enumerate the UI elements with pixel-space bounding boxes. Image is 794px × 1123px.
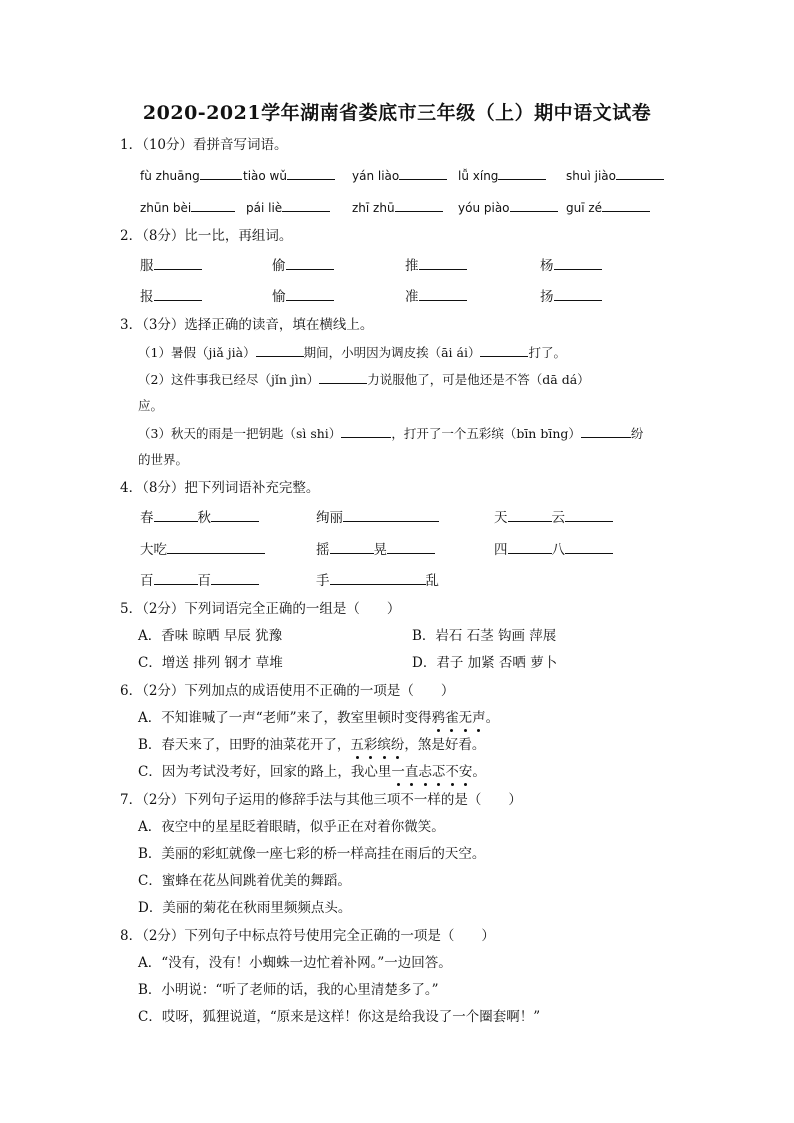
answer-blank[interactable]	[399, 166, 447, 180]
pinyin-item: zhūn bèi	[140, 198, 235, 217]
answer-blank[interactable]	[286, 256, 334, 270]
option-d[interactable]: D．美丽的菊花在秋雨里频频点头。	[138, 900, 352, 916]
q3-sentence-2-cont: 应。	[138, 398, 164, 413]
answer-blank[interactable]	[616, 166, 664, 180]
emphasis-dot-char: 五	[350, 737, 364, 753]
answer-blank[interactable]	[498, 166, 546, 180]
idiom-item: 天 云	[494, 508, 613, 527]
option-b[interactable]: B．春天来了，田野的油菜花开了，五彩缤纷，煞是好看。	[138, 737, 486, 753]
compare-item: 偷	[272, 256, 334, 275]
emphasis-dot-char: 直	[404, 764, 419, 780]
option-d[interactable]: D．君子 加紧 否哂 萝卜	[412, 655, 558, 671]
answer-blank[interactable]	[419, 287, 467, 301]
compare-item: 准	[405, 287, 467, 306]
idiom-item: 大吃	[140, 540, 265, 559]
option-c[interactable]: C．增送 排列 钢才 草堆	[138, 655, 283, 671]
emphasis-dot-char: 一	[391, 764, 405, 780]
q5-stem: 5．（2分）下列词语完全正确的一组是（ ）	[120, 601, 401, 617]
emphasis-dot-char: 安	[458, 764, 473, 780]
q3-stem: 3．（3分）选择正确的读音，填在横线上。	[120, 317, 374, 333]
q3-sentence-1: （1）暑假（jiǎ jià） 期间，小明因为调皮挨（āi ái） 打了。	[138, 345, 566, 360]
option-b[interactable]: B．小明说：“听了老师的话，我的心里清楚多了。”	[138, 982, 439, 998]
answer-blank[interactable]	[581, 424, 631, 438]
compare-item: 扬	[540, 287, 602, 306]
option-c[interactable]: C．哎呀，狐狸说道，“原来是这样！你这是给我设了一个圈套啊！”	[138, 1009, 541, 1025]
dotted-idiom	[350, 737, 404, 753]
answer-blank[interactable]	[508, 540, 552, 554]
answer-blank[interactable]	[343, 508, 439, 522]
answer-blank[interactable]	[565, 540, 613, 554]
answer-blank[interactable]	[154, 571, 198, 585]
emphasis-dot-char: 忐	[418, 764, 432, 780]
q3-sentence-3-cont: 的世界。	[138, 452, 189, 467]
pinyin-item: yóu piào	[458, 198, 558, 217]
answer-blank[interactable]	[211, 571, 259, 585]
option-a[interactable]: A．夜空中的星星眨着眼睛，似乎正在对着你微笑。	[138, 819, 445, 835]
emphasis-dot-char: 纷	[390, 737, 405, 753]
answer-blank[interactable]	[154, 256, 202, 270]
answer-blank[interactable]	[419, 256, 467, 270]
option-b[interactable]: B．美丽的彩虹就像一座七彩的桥一样高挂在雨后的天空。	[138, 846, 486, 862]
answer-blank[interactable]	[167, 540, 265, 554]
pinyin-item: yán liào	[352, 166, 447, 185]
option-c[interactable]: C．因为考试没考好，回家的路上，我心里一直忐忑不安。	[138, 764, 486, 780]
q7-stem: 7．（2分）下列句子运用的修辞手法与其他三项不一样的是（ ）	[120, 792, 522, 808]
pinyin-item: pái liè	[246, 198, 330, 217]
dotted-idiom	[432, 710, 486, 726]
answer-blank[interactable]	[319, 370, 367, 384]
option-b[interactable]: B．岩石 石茎 钩画 萍展	[412, 628, 557, 644]
pinyin-item: fù zhuāng	[140, 166, 242, 185]
emphasis-dot-char: 声	[472, 710, 486, 726]
option-a[interactable]: A．香味 晾晒 早辰 犹豫	[138, 628, 283, 644]
answer-blank[interactable]	[154, 508, 198, 522]
answer-blank[interactable]	[286, 287, 334, 301]
q3-sentence-3: （3）秋天的雨是一把钥匙（sì shi） ，打开了一个五彩缤（bīn bīng） 纷	[138, 426, 644, 441]
answer-blank[interactable]	[330, 571, 426, 585]
q6-stem: 6．（2分）下列加点的成语使用不正确的一项是（ ）	[120, 683, 455, 699]
option-c[interactable]: C．蜜蜂在花丛间跳着优美的舞蹈。	[138, 873, 351, 889]
emphasis-dot-char: 忑	[431, 764, 446, 780]
answer-blank[interactable]	[191, 198, 235, 212]
q3-sentence-2: （2）这件事我已经尽（jǐn jìn） 力说服他了，可是他还是不答（dā dá）	[138, 372, 590, 387]
answer-blank[interactable]	[211, 508, 259, 522]
q1-stem: 1．（10分）看拼音写词语。	[120, 137, 288, 153]
pinyin-item: lǚ xíng	[458, 166, 546, 185]
pinyin-item: tiào wǔ	[243, 166, 335, 185]
q8-stem: 8．（2分）下列句子中标点符号使用完全正确的一项是（ ）	[120, 928, 495, 944]
option-a[interactable]: A．“没有，没有！小蜘蛛一边忙着补网。”一边回答。	[138, 955, 452, 971]
compare-item: 愉	[272, 287, 334, 306]
idiom-item: 摇 晃	[316, 540, 435, 559]
emphasis-dot-char: 鸦	[431, 710, 446, 726]
idiom-item: 百 百	[140, 571, 259, 590]
emphasis-dot-char: 彩	[363, 737, 378, 753]
answer-blank[interactable]	[387, 540, 435, 554]
compare-item: 报	[140, 287, 202, 306]
answer-blank[interactable]	[256, 343, 304, 357]
idiom-item: 绚丽	[316, 508, 439, 527]
idiom-item: 四 八	[494, 540, 613, 559]
idiom-item: 手 乱	[316, 573, 439, 589]
answer-blank[interactable]	[282, 198, 330, 212]
answer-blank[interactable]	[554, 256, 602, 270]
answer-blank[interactable]	[554, 287, 602, 301]
compare-item: 服	[140, 256, 202, 275]
dotted-idiom	[391, 764, 472, 780]
answer-blank[interactable]	[480, 343, 528, 357]
answer-blank[interactable]	[510, 198, 558, 212]
idiom-item: 春 秋	[140, 508, 259, 527]
emphasis-dot-char: 不	[445, 764, 459, 780]
option-a[interactable]: A．不知谁喊了一声“老师”来了，教室里顿时变得鸦雀无声。	[138, 710, 500, 726]
pinyin-item: zhī zhū	[352, 198, 443, 217]
emphasis-dot-char: 缤	[377, 737, 391, 753]
answer-blank[interactable]	[200, 166, 242, 180]
answer-blank[interactable]	[508, 508, 552, 522]
emphasis-dot-char: 无	[458, 710, 473, 726]
answer-blank[interactable]	[602, 198, 650, 212]
compare-item: 推	[405, 256, 467, 275]
answer-blank[interactable]	[287, 166, 335, 180]
emphasis-dot-char: 雀	[445, 710, 459, 726]
answer-blank[interactable]	[565, 508, 613, 522]
answer-blank[interactable]	[341, 424, 391, 438]
answer-blank[interactable]	[330, 540, 374, 554]
q2-stem: 2．（8分）比一比，再组词。	[120, 228, 293, 244]
pinyin-item: guī zé	[566, 198, 650, 217]
answer-blank[interactable]	[154, 287, 202, 301]
pinyin-item: shuì jiào	[566, 166, 664, 185]
compare-item: 杨	[540, 256, 602, 275]
answer-blank[interactable]	[395, 198, 443, 212]
exam-title: 2020-2021学年湖南省娄底市三年级（上）期中语文试卷	[142, 102, 652, 124]
q4-stem: 4．（8分）把下列词语补充完整。	[120, 480, 320, 496]
